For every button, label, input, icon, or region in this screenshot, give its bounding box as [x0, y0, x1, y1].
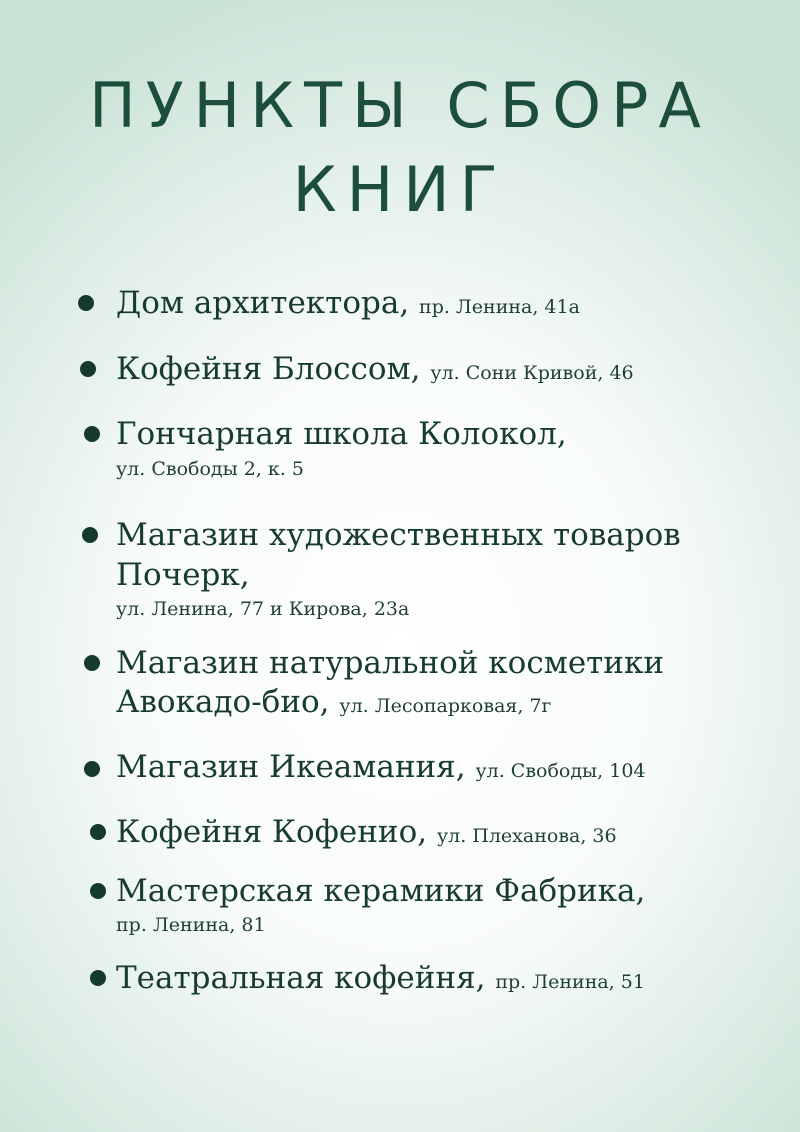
location-address: ул. Лесопарковая, 7г	[339, 695, 552, 717]
bullet-icon	[84, 655, 100, 671]
poster-title-line1: ПУНКТЫ СБОРА	[89, 69, 711, 142]
bullet-icon	[78, 295, 94, 311]
bullet-icon	[82, 527, 98, 543]
location-name: Магазин Икеамания, ул. Свободы, 104	[116, 749, 646, 785]
location-name: Мастерская керамики Фабрика,	[116, 873, 646, 909]
poster-title-line2: КНИГ	[292, 153, 508, 226]
location-name: Магазин натуральной косметики	[116, 645, 665, 681]
location-address: ул. Плеханова, 36	[436, 825, 617, 847]
bullet-icon	[90, 824, 106, 840]
location-name: Кофейня Блоссом, ул. Сони Кривой, 46	[116, 351, 634, 387]
location-address: ул. Сони Кривой, 46	[430, 362, 634, 384]
location-name: Магазин художественных товаров	[116, 517, 681, 553]
bullet-icon	[90, 883, 106, 899]
location-address: пр. Ленина, 41а	[419, 296, 580, 318]
location-address: пр. Ленина, 81	[116, 914, 266, 936]
location-name-line2: Авокадо-био, ул. Лесопарковая, 7г	[116, 684, 552, 720]
location-address: ул. Свободы, 104	[475, 760, 646, 782]
bullet-icon	[90, 970, 106, 986]
bullet-icon	[84, 426, 100, 442]
location-address: ул. Свободы 2, к. 5	[116, 458, 304, 480]
bullet-icon	[80, 361, 96, 377]
location-address: пр. Ленина, 51	[495, 971, 645, 993]
location-name: Гончарная школа Колокол,	[116, 416, 567, 452]
location-name: Театральная кофейня, пр. Ленина, 51	[116, 960, 645, 996]
location-address: ул. Ленина, 77 и Кирова, 23а	[116, 598, 410, 620]
location-name: Кофейня Кофенио, ул. Плеханова, 36	[116, 814, 617, 850]
location-name: Дом архитектора, пр. Ленина, 41а	[116, 285, 580, 321]
location-name-line2: Почерк,	[116, 557, 250, 593]
bullet-icon	[84, 761, 100, 777]
